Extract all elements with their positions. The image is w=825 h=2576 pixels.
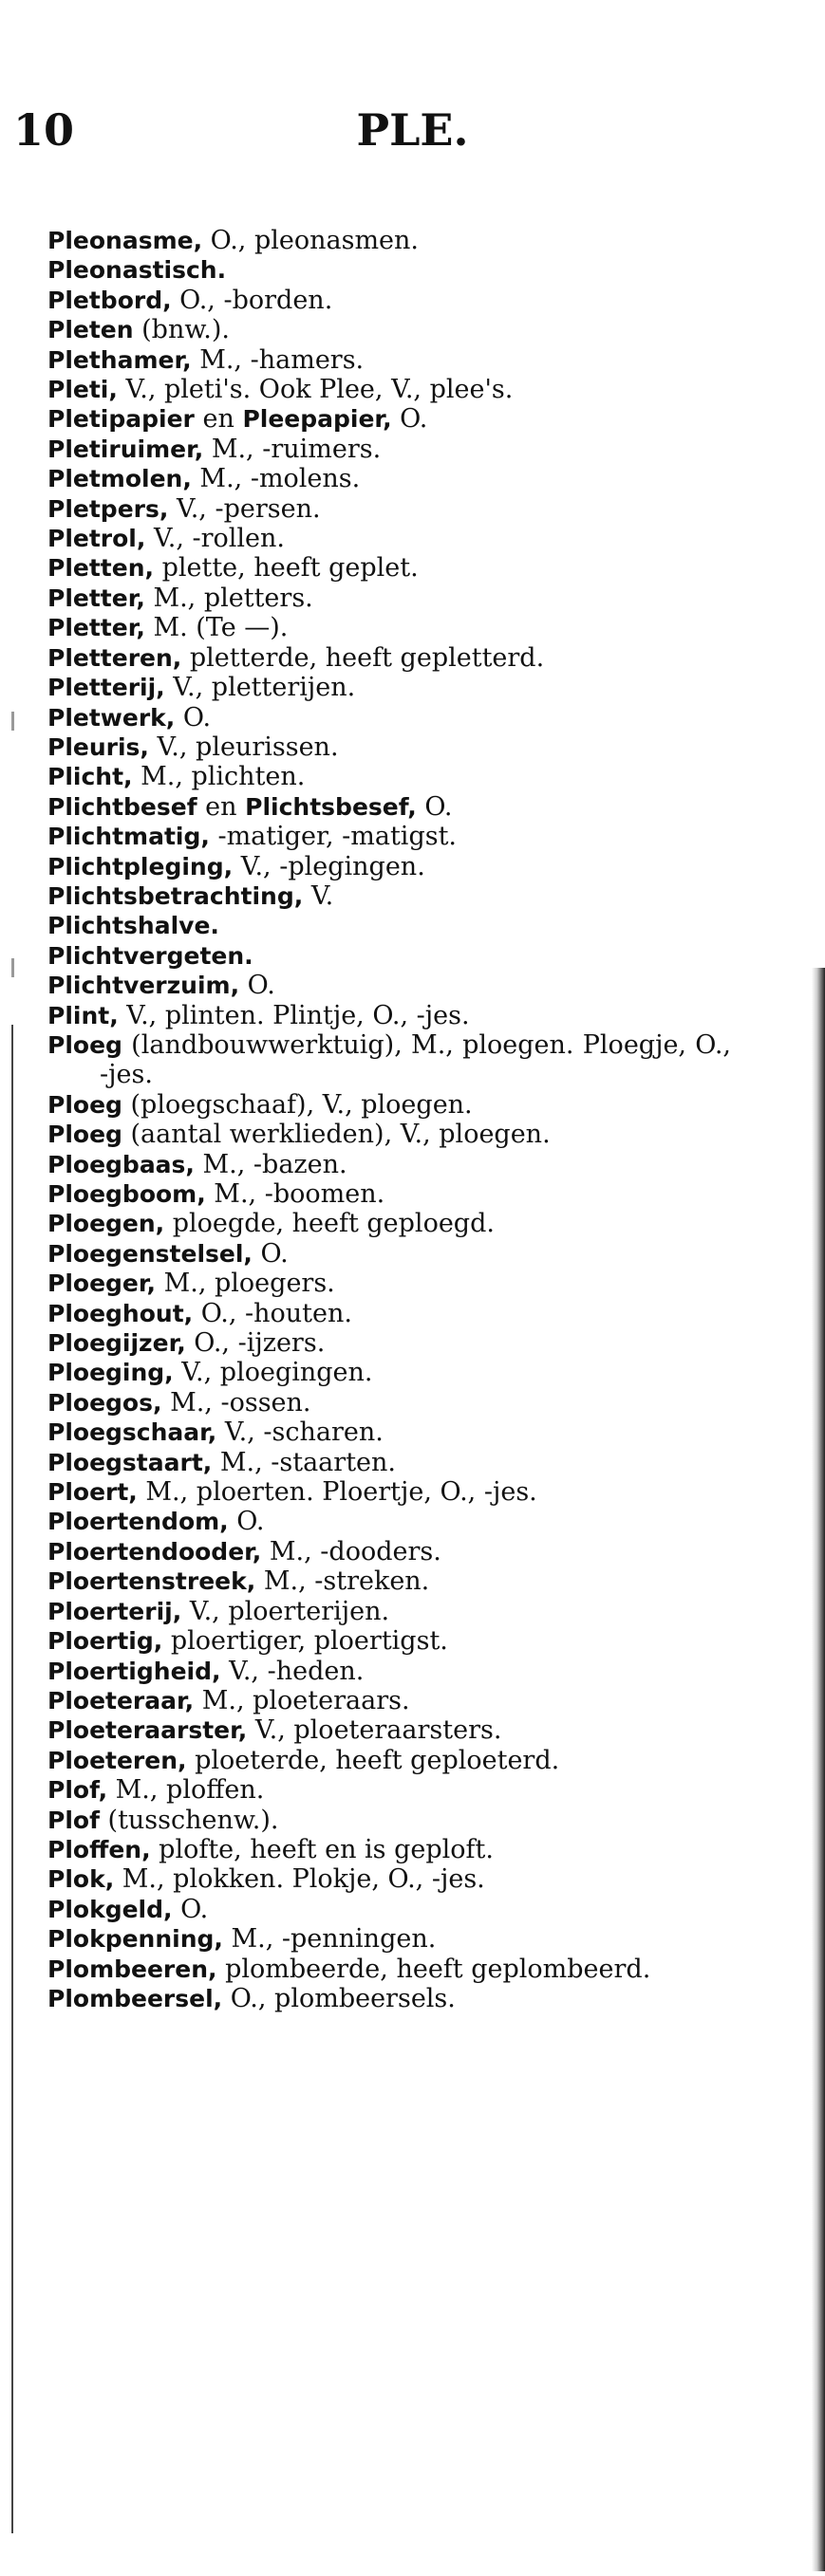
entry-headword: Plokgeld, bbox=[47, 1895, 173, 1923]
entry-definition: V., pleurissen. bbox=[148, 732, 339, 762]
dictionary-entry bbox=[47, 881, 731, 911]
margin-mark bbox=[11, 958, 14, 977]
entry-headword: Plichtpleging, bbox=[47, 852, 234, 880]
entry-headword: Pletter, bbox=[47, 614, 145, 642]
dictionary-entry bbox=[47, 375, 731, 404]
entry-headword: Ploertendooder, bbox=[47, 1537, 262, 1566]
entry-headword: Pletteren, bbox=[47, 643, 182, 672]
dictionary-entry bbox=[47, 1955, 731, 1984]
dictionary-entry bbox=[47, 1715, 731, 1745]
entry-headword: Ploegboom, bbox=[47, 1180, 206, 1208]
entry-headword: Ploertigheid, bbox=[47, 1657, 221, 1685]
entry-headword: Pletipapier bbox=[47, 405, 195, 434]
dictionary-entry bbox=[47, 1090, 731, 1120]
entry-headword: Ploffen, bbox=[47, 1835, 151, 1863]
dictionary-entry bbox=[47, 1001, 731, 1030]
entry-headword: Pleonastisch. bbox=[47, 256, 227, 285]
entry-definition: M., plichten. bbox=[132, 762, 306, 792]
entry-headword: Pleonasme, bbox=[47, 227, 203, 254]
dictionary-entry bbox=[47, 464, 731, 493]
entry-definition: ploegde, heeft geploegd. bbox=[164, 1209, 495, 1239]
dictionary-entry bbox=[47, 613, 731, 642]
entry-headword: Ploerterij, bbox=[47, 1597, 182, 1625]
entry-headword: Pleten bbox=[47, 316, 134, 344]
entry-headword: Plint, bbox=[47, 1001, 119, 1029]
entry-headword: Ploeghout, bbox=[47, 1299, 194, 1327]
entry-headword: Plichtverzuim, bbox=[47, 972, 240, 1000]
entry-definition: M., -ruimers. bbox=[203, 434, 382, 464]
entry-headword: Pletten, bbox=[47, 554, 154, 583]
dictionary-entry bbox=[47, 435, 731, 464]
dictionary-entry bbox=[47, 286, 731, 315]
dictionary-entry bbox=[47, 1864, 731, 1894]
entry-headword: Ploegschaar, bbox=[47, 1418, 217, 1447]
dictionary-entry bbox=[47, 1626, 731, 1656]
entry-headword: Pletiruimer, bbox=[47, 435, 204, 463]
entry-definition: M. (Te —). bbox=[144, 613, 289, 643]
page-number: 10 bbox=[13, 104, 75, 156]
entry-definition: pletterde, heeft gepletterd. bbox=[181, 642, 545, 673]
dictionary-entry bbox=[47, 1388, 731, 1418]
entry-headword: Ploegstaart, bbox=[47, 1448, 213, 1476]
dictionary-entry bbox=[47, 1477, 731, 1507]
entry-definition: M., -dooders. bbox=[261, 1536, 441, 1566]
entry-definition: (bnw.). bbox=[133, 315, 230, 345]
entry-headword: Ploert, bbox=[47, 1478, 138, 1507]
dictionary-entry bbox=[47, 1030, 731, 1090]
dictionary-entry bbox=[47, 643, 731, 673]
entry-headword-variant: Plichtsbesef, bbox=[245, 792, 417, 821]
entry-definition: V., pleti's. Ook Plee, V., plee's. bbox=[117, 375, 514, 405]
dictionary-entry bbox=[47, 1209, 731, 1238]
entry-definition: M., -penningen. bbox=[222, 1924, 437, 1955]
entry-definition: en bbox=[197, 791, 246, 822]
entry-headword: Ploegbaas, bbox=[47, 1150, 195, 1178]
dictionary-entry bbox=[47, 1566, 731, 1596]
entry-definition: (aantal werklieden), V., ploegen. bbox=[122, 1120, 551, 1150]
dictionary-entry bbox=[47, 1299, 731, 1328]
entry-definition: M., -molens. bbox=[191, 464, 361, 494]
dictionary-entry bbox=[47, 1418, 731, 1447]
entry-definition: -matiger, -matigst. bbox=[209, 822, 458, 852]
entry-headword: Plok, bbox=[47, 1865, 115, 1894]
dictionary-entry bbox=[47, 1507, 731, 1536]
entry-definition: M., -hamers. bbox=[191, 344, 365, 375]
entry-definition: en bbox=[194, 404, 243, 435]
dictionary-entry bbox=[47, 1806, 731, 1835]
entry-definition: V., ploeteraarsters. bbox=[247, 1715, 502, 1746]
dictionary-entry bbox=[47, 673, 731, 702]
entry-definition: M., -bazen. bbox=[194, 1149, 347, 1179]
entry-definition: V., -rollen. bbox=[145, 524, 285, 554]
entry-definition: M., plokken. Plokje, O., -jes. bbox=[114, 1864, 485, 1895]
entry-headword: Plichtvergeten. bbox=[47, 941, 253, 970]
entry-definition: plombeerde, heeft geplombeerd. bbox=[216, 1954, 651, 1984]
entry-definition: M., ploffen. bbox=[107, 1775, 265, 1806]
entry-definition: (tusschenw.). bbox=[99, 1805, 279, 1835]
entry-headword: Ploertendom, bbox=[47, 1508, 229, 1536]
entry-headword: Plethamer, bbox=[47, 345, 192, 374]
dictionary-entry bbox=[47, 1328, 731, 1358]
entry-definition: V., -scharen. bbox=[216, 1418, 384, 1448]
dictionary-entry bbox=[47, 1984, 731, 2013]
dictionary-entry bbox=[47, 524, 731, 553]
entry-headword: Pleti, bbox=[47, 376, 118, 404]
entry-definition: M., pletters. bbox=[144, 583, 313, 613]
dictionary-entry bbox=[47, 1150, 731, 1179]
dictionary-entry bbox=[47, 553, 731, 583]
entry-headword: Plof, bbox=[47, 1776, 108, 1805]
dictionary-entry bbox=[47, 1120, 731, 1149]
dictionary-entry bbox=[47, 1775, 731, 1805]
entry-definition: ploertiger, ploertigst. bbox=[162, 1626, 448, 1657]
entry-definition: O. bbox=[252, 1238, 289, 1269]
entry-definition: O. bbox=[172, 1894, 209, 1924]
dictionary-entry bbox=[47, 1835, 731, 1864]
dictionary-entry bbox=[47, 732, 731, 762]
dictionary-entry bbox=[47, 1686, 731, 1715]
dictionary-entry bbox=[47, 1448, 731, 1477]
entry-headword: Ploeteraar, bbox=[47, 1686, 195, 1714]
entry-headword: Pletter, bbox=[47, 584, 145, 612]
margin-rule bbox=[11, 1025, 13, 2533]
entry-headword: Ploeger, bbox=[47, 1269, 157, 1298]
dictionary-entry bbox=[47, 1746, 731, 1775]
dictionary-entry bbox=[47, 1358, 731, 1387]
entry-definition: plette, heeft geplet. bbox=[154, 553, 419, 584]
entry-headword: Ploegen, bbox=[47, 1210, 165, 1238]
dictionary-entry bbox=[47, 1179, 731, 1209]
entry-headword: Pletbord, bbox=[47, 286, 172, 314]
dictionary-entry bbox=[47, 1239, 731, 1269]
entry-definition: O., plombeersels. bbox=[222, 1983, 456, 2013]
dictionary-entry bbox=[47, 1537, 731, 1566]
entry-definition: O. bbox=[175, 702, 212, 732]
entry-definition: O. bbox=[416, 791, 453, 822]
dictionary-entry bbox=[47, 762, 731, 791]
dictionary-entry bbox=[47, 971, 731, 1000]
entry-headword: Plokpenning, bbox=[47, 1925, 223, 1954]
dictionary-entry bbox=[47, 1597, 731, 1626]
entry-headword: Ploeg bbox=[47, 1090, 122, 1119]
dictionary-entry bbox=[47, 911, 731, 940]
entry-definition: M., -staarten. bbox=[212, 1447, 396, 1477]
entry-headword: Ploegos, bbox=[47, 1388, 162, 1417]
dictionary-entry bbox=[47, 584, 731, 613]
dictionary-entry bbox=[47, 852, 731, 881]
entry-definition: V., -persen. bbox=[168, 493, 321, 524]
entry-headword: Ploeging, bbox=[47, 1359, 174, 1387]
entry-headword: Ploegenstelsel, bbox=[47, 1239, 253, 1268]
dictionary-entry bbox=[47, 703, 731, 732]
dictionary-entry bbox=[47, 315, 731, 344]
entry-headword: Plichtmatig, bbox=[47, 823, 210, 851]
dictionary-entry bbox=[47, 404, 731, 434]
entry-definition: V. bbox=[303, 880, 334, 911]
entry-headword: Ploertig, bbox=[47, 1627, 163, 1656]
dictionary-entry bbox=[47, 822, 731, 851]
dictionary-entry bbox=[47, 1895, 731, 1924]
entry-headword: Plichtbesef bbox=[47, 792, 197, 821]
entry-definition: M., -streken. bbox=[255, 1566, 430, 1597]
entry-headword: Ploeg bbox=[47, 1030, 122, 1059]
entry-definition: M., -boomen. bbox=[205, 1179, 385, 1209]
entry-definition: O., -houten. bbox=[193, 1298, 352, 1328]
dictionary-entry bbox=[47, 1657, 731, 1686]
entry-definition: M., ploegers. bbox=[156, 1269, 335, 1299]
entry-headword: Plichtshalve. bbox=[47, 912, 219, 940]
entry-definition: O., -ijzers. bbox=[185, 1328, 326, 1359]
entry-headword: Plombeersel, bbox=[47, 1984, 223, 2012]
entry-headword: Pleuris, bbox=[47, 732, 149, 761]
entry-headword: Pletmolen, bbox=[47, 465, 192, 493]
entry-definition: M., ploerten. Ploertje, O., -jes. bbox=[137, 1477, 537, 1508]
entry-definition: V., -heden. bbox=[220, 1656, 365, 1686]
entry-definition: O. bbox=[391, 404, 428, 435]
entry-headword: Plombeeren, bbox=[47, 1955, 217, 1983]
entry-headword: Ploeteraarster, bbox=[47, 1716, 248, 1745]
dictionary-entry bbox=[47, 1924, 731, 1954]
entry-headword: Pletterij, bbox=[47, 674, 165, 702]
dictionary-entry bbox=[47, 941, 731, 971]
page-spine-shadow bbox=[812, 968, 825, 2571]
entry-headword: Pletrol, bbox=[47, 525, 146, 553]
entry-headword: Plicht, bbox=[47, 763, 133, 791]
margin-mark bbox=[11, 712, 14, 731]
dictionary-entry bbox=[47, 255, 731, 285]
entry-definition: ploeterde, heeft geploeterd. bbox=[186, 1745, 560, 1775]
entry-headword-variant: Pleepapier, bbox=[242, 405, 392, 434]
entry-headword: Pletpers, bbox=[47, 494, 169, 523]
dictionary-entry bbox=[47, 345, 731, 375]
entry-definition: V., plinten. Plintje, O., -jes. bbox=[118, 1000, 470, 1030]
dictionary-entry bbox=[47, 494, 731, 524]
entry-definition: (landbouwwerktuig), M., ploegen. Ploegje, O., -jes. bbox=[100, 1029, 731, 1090]
entry-definition: plofte, heeft en is geploft. bbox=[150, 1834, 494, 1864]
entry-headword: Plof bbox=[47, 1806, 100, 1834]
dictionary-entries bbox=[47, 226, 731, 2013]
entry-headword: Plichtsbetrachting, bbox=[47, 881, 304, 910]
entry-definition: O. bbox=[228, 1507, 265, 1537]
entry-definition: (ploegschaaf), V., ploegen. bbox=[122, 1089, 473, 1120]
running-head: PLE. bbox=[356, 104, 469, 156]
entry-headword: Ploeg bbox=[47, 1121, 122, 1149]
entry-headword: Ploegijzer, bbox=[47, 1329, 186, 1358]
entry-definition: M., ploeteraars. bbox=[194, 1685, 410, 1715]
entry-definition: V., pletterijen. bbox=[164, 673, 356, 703]
entry-definition: O., -borden. bbox=[171, 285, 333, 315]
entry-headword: Ploeteren, bbox=[47, 1746, 187, 1774]
entry-definition: V., -plegingen. bbox=[233, 851, 425, 881]
entry-definition: M., -ossen. bbox=[161, 1387, 311, 1418]
entry-definition: O., pleonasmen. bbox=[202, 226, 420, 255]
entry-definition: V., ploerterijen. bbox=[181, 1596, 390, 1626]
entry-headword: Pletwerk, bbox=[47, 703, 176, 732]
entry-headword: Ploertenstreek, bbox=[47, 1567, 256, 1596]
entry-definition: O. bbox=[239, 971, 275, 1001]
dictionary-entry bbox=[47, 1269, 731, 1298]
entry-definition: V., ploegingen. bbox=[173, 1358, 373, 1388]
dictionary-entry bbox=[47, 792, 731, 822]
dictionary-entry bbox=[47, 226, 731, 255]
